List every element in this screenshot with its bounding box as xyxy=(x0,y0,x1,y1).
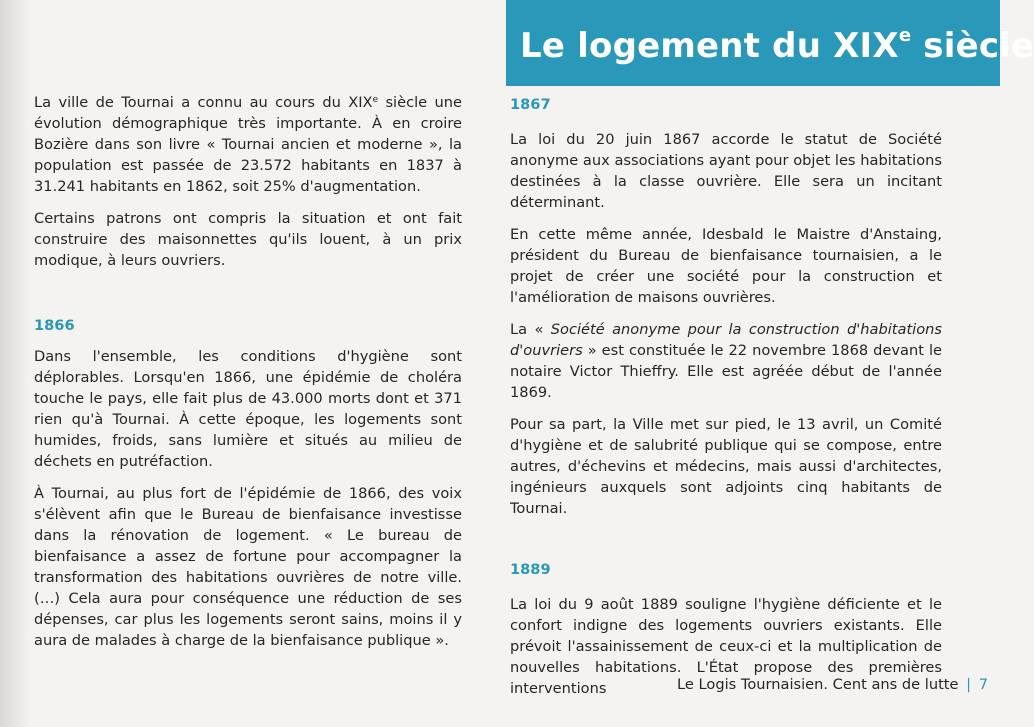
right-paragraph-4: Pour sa part, la Ville met sur pied, le 13 avril, un Comité d'hygiène et de salubrité publique qui se compose, entre autres, d'échevins et médecins, mais aussi d'architectes, ingénieurs auxquels sont adjoints cinq habitants de Tournai. xyxy=(510,416,942,517)
right-paragraph-5: La loi du 9 août 1889 souligne l'hygiène déficiente et le confort indigne des logements ouvriers existants. Elle prévoit l'assainissement de ceux-ci et la multiplication de nouvelles habitations. L'État propose des premières interventions xyxy=(510,596,942,697)
left-column xyxy=(34,92,462,662)
right-p3-italic-name: Société anonyme pour la construction d'habitations d'ouvriers xyxy=(510,321,942,359)
left-paragraph-2: Certains patrons ont compris la situation et ont fait construire des maisonnettes qu'ils louent, à un prix modique, à leurs ouvriers. xyxy=(34,210,462,269)
year-heading-1866: 1866 xyxy=(34,317,75,334)
right-paragraph-3 xyxy=(510,319,942,403)
left-paragraph-4: À Tournai, au plus fort de l'épidémie de 1866, des voix s'élèvent afin que le Bureau de bienfaisance investisse dans la rénovation de logement. « Le bureau de bienfaisance a assez de fortune pour accompagner la transformation des habitations ouvrières de notre ville. (…) Cela aura pour conséquence une réduction de ses dépenses, car plus les logements seront sains, moins il y aura de malades à charge de la bienfaisance publique ». xyxy=(34,485,462,649)
left-paragraph-1 xyxy=(34,92,462,197)
page-gutter-shadow xyxy=(0,0,30,727)
page-title xyxy=(520,26,1034,66)
right-paragraph-2: En cette même année, Idesbald le Maistre d'Anstaing, président du Bureau de bienfaisance tournaisien, a le projet de créer une société pour la construction et l'amélioration de maisons ouvrières. xyxy=(510,226,942,306)
year-heading-1867: 1867 xyxy=(510,96,551,113)
right-p3-text-b: » est constituée le 22 novembre 1868 devant le notaire Victor Thieffry. Elle est agréée début de l'année 1869. xyxy=(510,342,942,401)
footer-separator: | xyxy=(966,676,972,693)
page-title-main: Le logement du XIX xyxy=(520,26,899,66)
page-title-end: siècle xyxy=(911,26,1034,66)
right-paragraph-1: La loi du 20 juin 1867 accorde le statut de Société anonyme aux associations ayant pour objet les habitations destinées à la classe ouvrière. Elle sera un incitant déterminant. xyxy=(510,131,942,211)
right-p3-text-a: La « xyxy=(510,321,551,338)
left-p1-superscript: e xyxy=(372,95,379,105)
page-number: 7 xyxy=(978,676,988,693)
left-paragraph-3: Dans l'ensemble, les conditions d'hygiène sont déplorables. Lorsqu'en 1866, une épidémie de choléra touche le pays, elle fait plus de 43.000 morts dont et 371 rien qu'à Tournai. À cette époque, les logements sont humides, froids, sans lumière et situés au milieu de déchets en putréfaction. xyxy=(34,348,462,470)
title-banner xyxy=(506,0,1034,86)
left-p1-text-b: siècle une évolution démographique très importante. À en croire Bozière dans son livre « Tournai ancien et moderne », la population est passée de 23.572 habitants en 1837 à 31.241 habitants en 1862, soit 25% d'augmentation. xyxy=(34,94,462,195)
footer-publication-title: Le Logis Tournaisien. Cent ans de lutte xyxy=(677,676,959,693)
page-title-superscript: e xyxy=(898,24,912,46)
year-heading-1889: 1889 xyxy=(510,561,551,578)
page-footer xyxy=(677,676,988,693)
right-column xyxy=(510,92,942,710)
left-p1-text-a: La ville de Tournai a connu au cours du XIX xyxy=(34,94,373,111)
